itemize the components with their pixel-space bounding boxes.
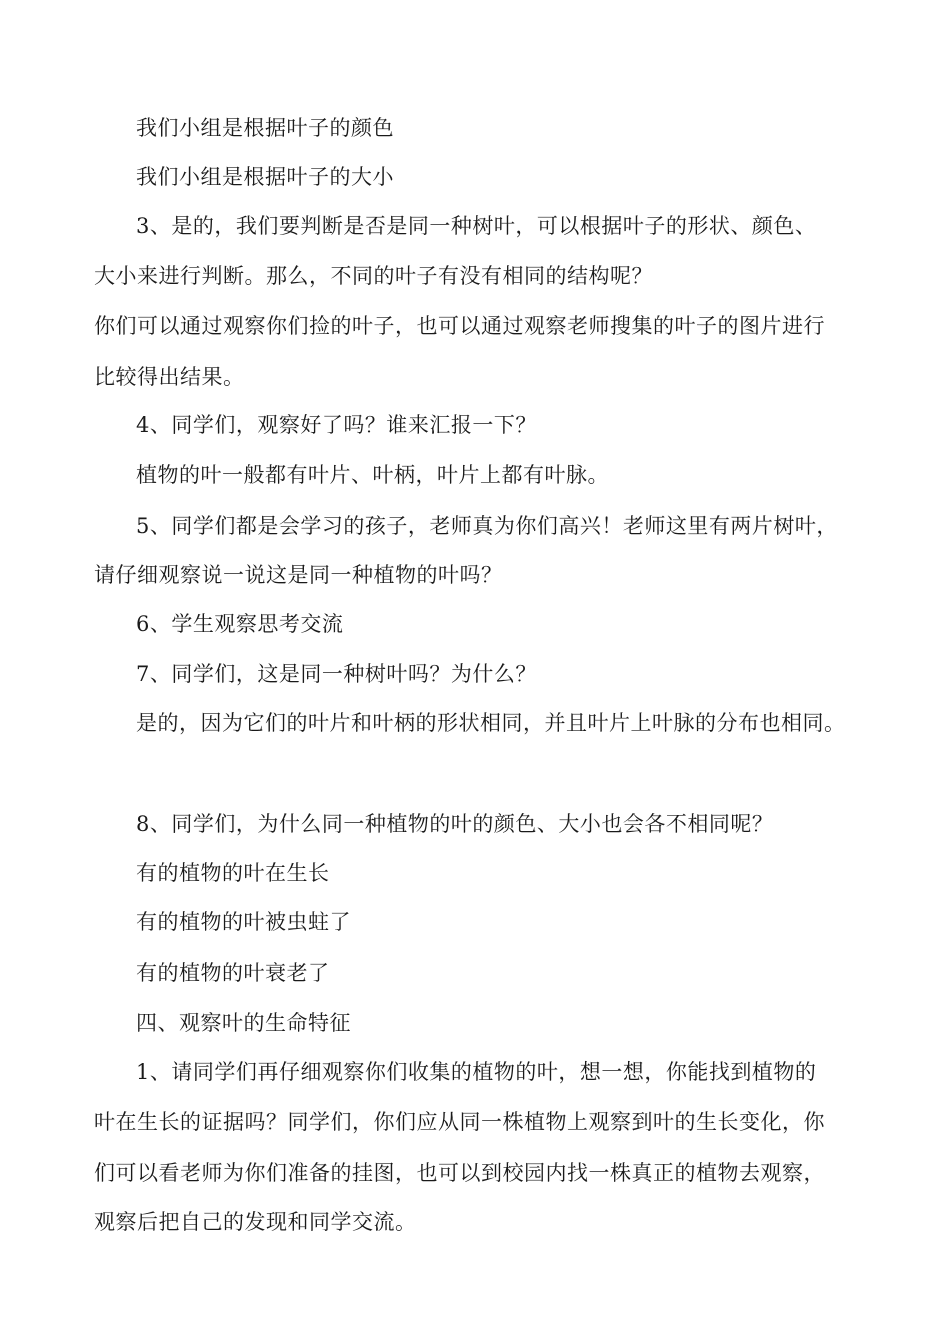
text-line-17: 有的植物的叶衰老了 [136, 961, 330, 985]
text-line-12: 7、同学们，这是同一种树叶吗？为什么？ [136, 662, 537, 686]
text-line-10: 请仔细观察说一说这是同一种植物的叶吗？ [94, 563, 503, 587]
text-line-22: 观察后把自己的发现和同学交流。 [94, 1210, 417, 1234]
text-line-4: 大小来进行判断。那么，不同的叶子有没有相同的结构呢？ [94, 264, 653, 288]
text-line-5: 你们可以通过观察你们捡的叶子，也可以通过观察老师搜集的叶子的图片进行 [94, 314, 825, 338]
text-line-1: 我们小组是根据叶子的颜色 [136, 116, 394, 140]
text-line-18: 四、观察叶的生命特征 [136, 1011, 351, 1035]
text-line-21: 们可以看老师为你们准备的挂图，也可以到校园内找一株真正的植物去观察， [94, 1161, 825, 1185]
text-line-19: 1、请同学们再仔细观察你们收集的植物的叶，想一想，你能找到植物的 [136, 1060, 817, 1084]
text-line-2: 我们小组是根据叶子的大小 [136, 165, 394, 189]
text-line-16: 有的植物的叶被虫蛀了 [136, 910, 351, 934]
text-line-15: 有的植物的叶在生长 [136, 861, 330, 885]
text-line-3: 3、是的，我们要判断是否是同一种树叶，可以根据叶子的形状、颜色、 [136, 214, 817, 238]
text-line-14: 8、同学们，为什么同一种植物的叶的颜色、大小也会各不相同呢？ [136, 812, 774, 836]
text-line-20: 叶在生长的证据吗？同学们，你们应从同一株植物上观察到叶的生长变化，你 [94, 1110, 825, 1134]
text-line-11: 6、学生观察思考交流 [136, 612, 344, 636]
text-line-13: 是的，因为它们的叶片和叶柄的形状相同，并且叶片上叶脉的分布也相同。 [136, 711, 846, 735]
text-line-7: 4、同学们，观察好了吗？谁来汇报一下？ [136, 413, 537, 437]
text-line-8: 植物的叶一般都有叶片、叶柄，叶片上都有叶脉。 [136, 463, 609, 487]
text-line-6: 比较得出结果。 [94, 365, 245, 389]
text-line-9: 5、同学们都是会学习的孩子，老师真为你们高兴！老师这里有两片树叶， [136, 514, 838, 538]
